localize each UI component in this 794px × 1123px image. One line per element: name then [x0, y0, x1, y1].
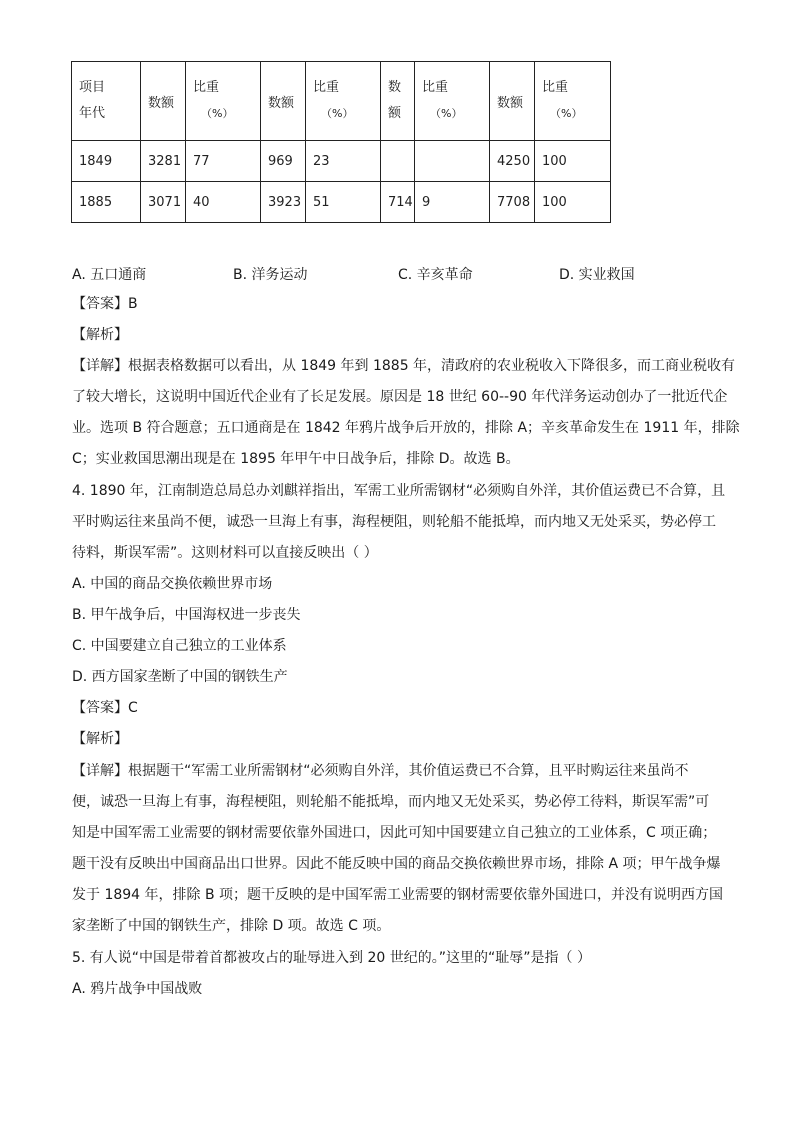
cell-value: 100	[535, 182, 611, 223]
cell-value: 40	[186, 182, 261, 223]
header-item-label: 项目	[79, 80, 106, 95]
q3-detail-line: 业。选项 B 符合题意；五口通商是在 1842 年鸦片战争后开放的，排除 A；辛亥革命发生在 1911 年，排除	[72, 420, 740, 436]
q3-option-d: D. 实业救国	[559, 267, 635, 283]
header-ratio-2: 比重	[313, 80, 340, 95]
header-amount-1: 数额	[141, 62, 186, 141]
cell-value: 100	[535, 141, 611, 182]
header-ratio-3-cell	[415, 62, 490, 141]
header-pct-2: （%）	[321, 107, 354, 120]
q5-stem-line: 5. 有人说“中国是带着首都被攻占的耻辱进入到 20 世纪的。”这里的“耻辱”是指（ ）	[72, 950, 591, 966]
q4-detail-line: 家垄断了中国的钢铁生产，排除 D 项。故选 C 项。	[72, 918, 391, 934]
header-pct-4: （%）	[550, 107, 583, 120]
header-ratio-1: 比重	[193, 80, 220, 95]
header-amount-3-bottom: 额	[388, 106, 402, 121]
q3-option-b: B. 洋务运动	[233, 267, 308, 283]
q4-answer: 【答案】C	[72, 700, 138, 716]
row-year: 1849	[72, 141, 141, 182]
header-item-year-cell	[72, 62, 141, 141]
header-ratio-3: 比重	[422, 80, 449, 95]
header-amount-3-top: 数	[388, 80, 402, 95]
cell-value: 3281	[141, 141, 186, 182]
header-ratio-1-cell	[186, 62, 261, 141]
header-ratio-2-cell	[306, 62, 381, 141]
header-pct-1: （%）	[201, 107, 234, 120]
q4-detail-line: 便，诚恐一旦海上有事，海程梗阻，则轮船不能抵埠，而内地又无处采买，势必停工待料，斯误军需”可	[72, 794, 710, 810]
header-pct-3: （%）	[430, 107, 463, 120]
q3-option-c: C. 辛亥革命	[398, 267, 473, 283]
q3-detail-line: 了较大增长，这说明中国近代企业有了长足发展。原因是 18 世纪 60--90 年代洋务运动创办了一批近代企	[72, 389, 728, 405]
cell-value: 51	[306, 182, 381, 223]
cell-value: 4250	[490, 141, 535, 182]
cell-value: 3071	[141, 182, 186, 223]
q3-analysis-label: 【解析】	[72, 327, 128, 343]
q4-detail-line: 【详解】根据题干“军需工业所需钢材“必须购自外洋，其价值运费已不合算，且平时购运往来虽尚不	[72, 763, 689, 779]
header-amount-4: 数额	[490, 62, 535, 141]
tax-data-table	[71, 61, 611, 223]
cell-value	[415, 141, 490, 182]
cell-value: 3923	[261, 182, 306, 223]
q3-detail-line: 【详解】根据表格数据可以看出，从 1849 年到 1885 年，清政府的农业税收入下降很多，而工商业税收有	[72, 358, 736, 374]
table-header-row	[72, 62, 611, 141]
q4-stem-line: 平时购运往来虽尚不便，诚恐一旦海上有事，海程梗阻，则轮船不能抵埠，而内地又无处采买，势必停工	[72, 514, 716, 530]
cell-value: 969	[261, 141, 306, 182]
cell-value: 77	[186, 141, 261, 182]
header-year-label: 年代	[79, 106, 106, 121]
q4-stem-line: 4. 1890 年，江南制造总局总办刘麒祥指出，军需工业所需钢材“必须购自外洋，其价值运费已不合算，且	[72, 483, 726, 499]
cell-value: 9	[415, 182, 490, 223]
table-row	[72, 141, 611, 182]
q4-option-c: C. 中国要建立自己独立的工业体系	[72, 638, 287, 654]
q4-option-d: D. 西方国家垄断了中国的钢铁生产	[72, 669, 288, 685]
cell-value: 714	[381, 182, 415, 223]
q4-detail-line: 知是中国军需工业需要的钢材需要依靠外国进口，因此可知中国要建立自己独立的工业体系，C 项正确；	[72, 825, 717, 841]
q4-stem-line: 待料，斯误军需”。这则材料可以直接反映出（ ）	[72, 545, 378, 561]
header-amount-3-cell	[381, 62, 415, 141]
q4-option-a: A. 中国的商品交换依赖世界市场	[72, 576, 273, 592]
header-amount-2: 数额	[261, 62, 306, 141]
q4-detail-line: 发于 1894 年，排除 B 项；题干反映的是中国军需工业需要的钢材需要依靠外国进口，并没有说明西方国	[72, 887, 724, 903]
table-row	[72, 182, 611, 223]
q4-option-b: B. 甲午战争后，中国海权进一步丧失	[72, 607, 301, 623]
q3-option-a: A. 五口通商	[72, 267, 147, 283]
header-ratio-4-cell	[535, 62, 611, 141]
q3-detail-line: C；实业救国思潮出现是在 1895 年甲午中日战争后，排除 D。故选 B。	[72, 451, 520, 467]
q4-detail-line: 题干没有反映出中国商品出口世界。因此不能反映中国的商品交换依赖世界市场，排除 A 项；甲午战争爆	[72, 856, 721, 872]
q5-option-a: A. 鸦片战争中国战败	[72, 981, 203, 997]
header-ratio-4: 比重	[542, 80, 569, 95]
cell-value: 7708	[490, 182, 535, 223]
q3-answer: 【答案】B	[72, 296, 138, 312]
q4-analysis-label: 【解析】	[72, 731, 128, 747]
cell-value: 23	[306, 141, 381, 182]
row-year: 1885	[72, 182, 141, 223]
cell-value	[381, 141, 415, 182]
